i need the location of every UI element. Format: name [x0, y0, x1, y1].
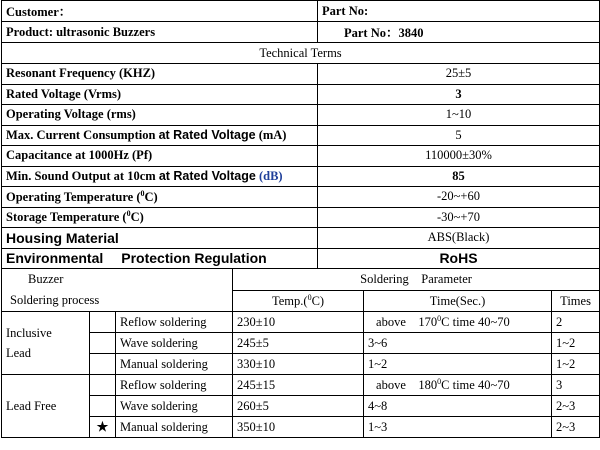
spec-name: Rated Voltage (Vrms) [2, 84, 318, 105]
spec-name: Capacitance at 1000Hz (Pf) [2, 146, 318, 167]
times-cell: 2~3 [552, 396, 600, 417]
method-cell: Manual soldering [116, 417, 233, 438]
temp-cell: 245±15 [233, 375, 364, 396]
part-no-value: Part No：3840 [318, 22, 600, 43]
temp-cell: 245±5 [233, 333, 364, 354]
housing-value: ABS(Black) [318, 228, 600, 249]
spec-row [2, 207, 600, 228]
method-cell: Manual soldering [116, 354, 233, 375]
spec-value: -30~+70 [318, 207, 600, 228]
spec-row [2, 84, 600, 105]
col-time-header: Time(Sec.) [364, 291, 552, 312]
time-cell: 3~6 [364, 333, 552, 354]
table-row [2, 396, 600, 417]
spec-row [2, 64, 600, 85]
times-cell: 2~3 [552, 417, 600, 438]
soldering-parameter-heading: Soldering Parameter [233, 269, 600, 291]
times-cell: 2 [552, 312, 600, 333]
marker-cell [90, 354, 116, 375]
spec-value: 3 [318, 84, 600, 105]
spec-name: Operating Temperature ($^0$C) [2, 187, 318, 208]
spec-row [2, 187, 600, 208]
table-row [2, 375, 600, 396]
temp-cell: 330±10 [233, 354, 364, 375]
environment-value: RoHS [318, 248, 600, 269]
time-cell: 4~8 [364, 396, 552, 417]
marker-cell [90, 333, 116, 354]
product-label: Product: ultrasonic Buzzers [2, 22, 318, 43]
spec-name: Resonant Frequency (KHZ) [2, 64, 318, 85]
spec-value: 85 [318, 166, 600, 187]
lead-free-label: Lead Free [2, 375, 90, 438]
spec-table [1, 0, 600, 269]
temp-cell: 350±10 [233, 417, 364, 438]
environment-row [2, 248, 600, 269]
environment-label: Environmental Protection Regulation [2, 248, 318, 269]
housing-label: Housing Material [2, 228, 318, 249]
spec-name: Max. Current Consumption at Rated Voltage (mA) [2, 125, 318, 146]
time-cell: 1~3 [364, 417, 552, 438]
technical-terms-heading: Technical Terms [2, 43, 600, 64]
table-row [2, 417, 600, 438]
col-times-header: Times [552, 291, 600, 312]
method-cell: Reflow soldering [116, 375, 233, 396]
time-cell: above $180^0C$ time 40~70 [364, 375, 552, 396]
soldering-process-label: Soldering process [2, 291, 233, 312]
times-cell: 1~2 [552, 333, 600, 354]
spec-row [2, 146, 600, 167]
method-cell: Reflow soldering [116, 312, 233, 333]
table-row [2, 333, 600, 354]
time-cell: above $170^0C$ time 40~70 [364, 312, 552, 333]
col-temp-header: Temp.($^0$C) [233, 291, 364, 312]
inclusive-lead-label: Inclusive Lead [2, 312, 90, 375]
spec-value: 25±5 [318, 64, 600, 85]
spec-row [2, 125, 600, 146]
customer-label: Customer： [2, 1, 318, 22]
buzzer-label: Buzzer [2, 269, 233, 291]
marker-cell [90, 375, 116, 396]
temp-cell: 260±5 [233, 396, 364, 417]
temp-cell: 230±10 [233, 312, 364, 333]
spec-row [2, 105, 600, 126]
spec-name: Operating Voltage (rms) [2, 105, 318, 126]
spec-value: -20~+60 [318, 187, 600, 208]
spec-name: Storage Temperature ($^0$C) [2, 207, 318, 228]
table-row [2, 354, 600, 375]
method-cell: Wave soldering [116, 333, 233, 354]
marker-cell [90, 396, 116, 417]
spec-value: 110000±30% [318, 146, 600, 167]
times-cell: 3 [552, 375, 600, 396]
star-icon: ★ [90, 417, 116, 438]
spec-value: 1~10 [318, 105, 600, 126]
table-row [2, 312, 600, 333]
part-no-label: Part No: [318, 1, 600, 22]
marker-cell [90, 312, 116, 333]
spec-name: Min. Sound Output at 10cm at Rated Voltage (dB) [2, 166, 318, 187]
spec-row [2, 166, 600, 187]
soldering-table [1, 268, 600, 438]
spec-value: 5 [318, 125, 600, 146]
method-cell: Wave soldering [116, 396, 233, 417]
time-cell: 1~2 [364, 354, 552, 375]
times-cell: 1~2 [552, 354, 600, 375]
housing-row [2, 228, 600, 249]
